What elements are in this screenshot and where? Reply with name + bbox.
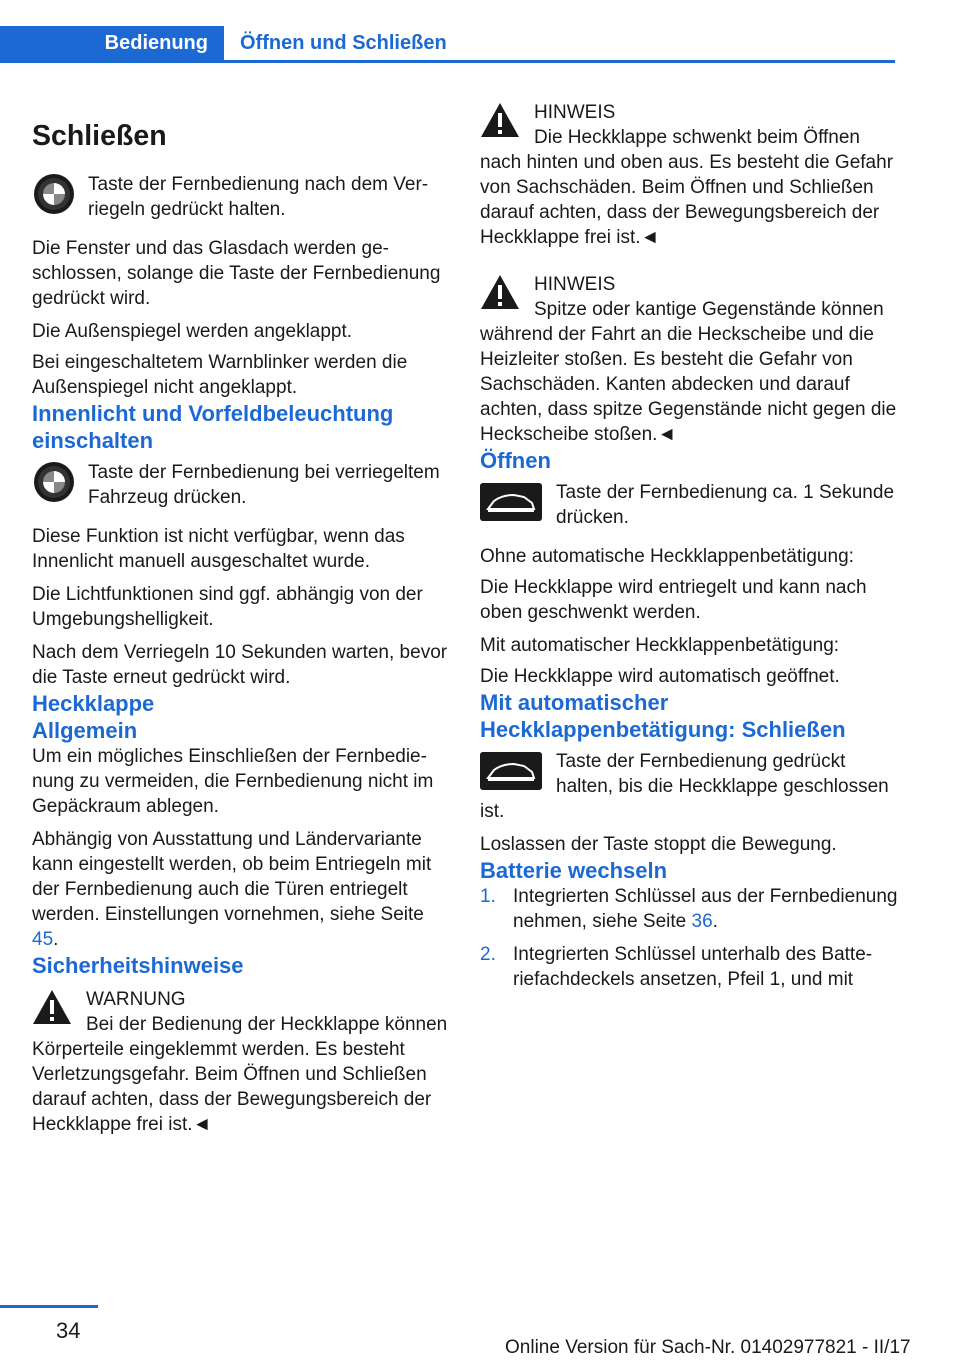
warning-triangle-icon — [480, 274, 520, 310]
notice-label: HINWEIS — [534, 274, 616, 295]
heading-heckklappe: Heckklappe — [32, 691, 155, 717]
paragraph: Loslassen der Taste stoppt die Bewegung. — [480, 834, 837, 855]
auto-schliessen-icon-text: Taste der Fernbedienung gedrückt halten, bis die Heckklappe geschlossen ist. — [480, 751, 889, 822]
page-link-36[interactable]: 36 — [691, 911, 713, 932]
warning-triangle-icon — [480, 102, 520, 138]
step-number: 1. — [480, 886, 496, 907]
notice-text: Die Heckklappe schwenkt beim Öffnen nach hinten und oben aus. Es besteht die Gefahr von Sachschäden. Beim Öffnen und Schließen darauf achten, dass der Bewegungsbereich der Heckklappe frei ist.◄ — [480, 127, 894, 248]
paragraph: Die Fenster und das Glasdach werden geschlossen, solange die Taste der Fernbedienung gedrückt wird. — [32, 238, 441, 310]
heading-allgemein: Allgemein — [32, 718, 138, 744]
chapter-tab[interactable]: Öffnen und Schließen — [240, 32, 447, 54]
warning-text: Bei der Bedienung der Heckklappe können Körperteile eingeklemmt werden. Es besteht Verletzungsgefahr. Beim Öffnen und Schließen darauf achten, dass der Bewegungsbereich der Heckklappe frei ist.◄ — [32, 1014, 448, 1136]
auto-schliessen-instruction — [480, 749, 898, 824]
paragraph: Nach dem Verriegeln 10 Sekunden warten, bevor die Taste erneut gedrückt wird. — [32, 642, 448, 689]
right-column — [480, 100, 898, 992]
bmw-key-button-icon — [34, 174, 74, 214]
innenlicht-instruction — [32, 460, 450, 510]
paragraph: Die Lichtfunktionen sind ggf. abhängig von der Umgebungshelligkeit. — [32, 584, 423, 631]
tailgate-button-icon — [480, 483, 542, 521]
paragraph: Abhängig von Ausstattung und Ländervariante kann eingestellt werden, ob beim Entriegeln mit der Fernbedienung auch die Türen entriegelt werden. Einstellungen vornehmen, siehe Seite 45. — [32, 829, 432, 951]
section-tab[interactable]: Bedienung — [0, 26, 224, 60]
heading-batterie: Batterie wechseln — [480, 858, 668, 883]
paragraph: Mit automatischer Heckklappenbetätigung: — [480, 635, 840, 656]
heading-innenlicht: Innenlicht und Vorfeldbeleuchtung einschalten — [32, 401, 394, 454]
header-divider — [0, 60, 895, 63]
heading-schliessen: Schließen — [32, 119, 167, 152]
heading-auto-schliessen: Mit automatischer Heckklappenbetätigung: Schließen — [480, 690, 846, 742]
schliessen-icon-text: Taste der Fernbedienung nach dem Verriegeln gedrückt halten. — [88, 174, 429, 221]
paragraph: Um ein mögliches Einschließen der Fernbedienung zu vermeiden, die Fernbedienung nicht im Gepäckraum ablegen. — [32, 746, 434, 818]
notice-text: Spitze oder kantige Gegenstände können während der Fahrt an die Heckscheibe und die Heizleiter stoßen. Es besteht die Gefahr von Sachschäden. Kanten abdecken und darauf achten, dass spitze Gegenstände nicht gegen die Heckscheibe stoßen.◄ — [480, 299, 897, 445]
paragraph: Ohne automatische Heckklappenbetätigung: — [480, 546, 854, 567]
notice-box-2 — [480, 272, 898, 447]
page-header — [0, 26, 895, 62]
tailgate-button-icon — [480, 752, 542, 790]
page-link-45[interactable]: 45 — [32, 929, 54, 951]
schliessen-instruction — [32, 172, 450, 222]
warning-triangle-icon — [32, 989, 72, 1025]
paragraph: Diese Funktion ist nicht verfügbar, wenn das Innenlicht manuell ausgeschaltet wurde. — [32, 526, 405, 573]
steps-list — [480, 884, 898, 992]
step-number: 2. — [480, 944, 496, 965]
notice-box-1 — [480, 100, 898, 250]
innenlicht-icon-text: Taste der Fernbedienung bei verriegeltem Fahrzeug drücken. — [88, 462, 440, 509]
page-number: 34 — [56, 1318, 81, 1343]
online-version-note: Online Version für Sach-Nr. 01402977821 - II/17 — [505, 1337, 911, 1358]
paragraph: Die Außenspiegel werden angeklappt. — [32, 321, 353, 343]
paragraph: Die Heckklappe wird entriegelt und kann nach oben geschwenkt werden. — [480, 577, 867, 623]
bmw-key-button-icon — [34, 462, 74, 502]
paragraph: Bei eingeschaltetem Warnblinker werden die Außenspiegel nicht angeklappt. — [32, 352, 408, 399]
warning-label: WARNUNG — [86, 989, 186, 1011]
footer-divider — [0, 1305, 98, 1308]
oeffnen-icon-text: Taste der Fernbedienung ca. 1 Sekunde drücken. — [556, 482, 895, 528]
list-item: 2. Integrierten Schlüssel unterhalb des Batteriefachdeckels ansetzen, Pfeil 1, und mit — [480, 944, 873, 990]
notice-label: HINWEIS — [534, 102, 616, 123]
warning-box — [32, 987, 450, 1137]
oeffnen-instruction — [480, 480, 898, 530]
paragraph: Die Heckklappe wird automatisch geöffnet. — [480, 666, 840, 687]
heading-oeffnen: Öffnen — [480, 448, 551, 473]
list-item: 1. Integrierten Schlüssel aus der Fernbedienung nehmen, siehe Seite 36. — [480, 886, 898, 932]
left-column — [32, 100, 450, 1137]
heading-sicherheitshinweise: Sicherheitshinweise — [32, 953, 244, 979]
